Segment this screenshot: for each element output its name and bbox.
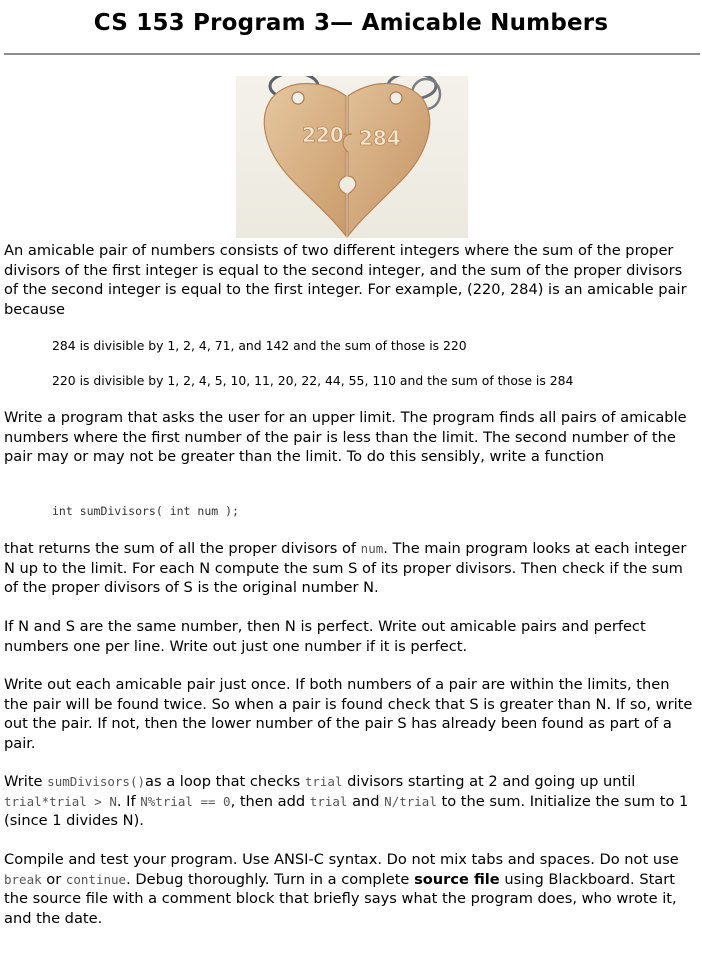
function-declaration: int sumDivisors( int num );: [52, 504, 239, 518]
text-run: using Blackboard. Start the source file with a comment block that briefly says what the program does, who wrote it, and the date.: [4, 870, 677, 927]
text-run: , then add: [230, 792, 310, 810]
code-trial-2: trial: [309, 793, 348, 809]
heart-number-left: 220: [302, 123, 344, 147]
write-once-paragraph: Write out each amicable pair just once. If both numbers of a pair are within the limits, then the pair will be found twice. So when a pair is found check that S is greater than N. If so, write out the pair. If not, then the lower number of the pair S has already been found as part of a pair.: [4, 676, 693, 752]
code-continue: continue: [65, 871, 127, 887]
task-paragraph: Write a program that asks the user for an upper limit. The program finds all pairs of amicable numbers where the first number of the pair is less than the limit. The second number of the pair may or may not be greater than the limit. To do this sensibly, write a function: [4, 409, 687, 465]
example-220: 220 is divisible by 1, 2, 4, 5, 10, 11, 20, 22, 44, 55, 110 and the sum of those is 284: [52, 373, 574, 388]
code-break: break: [4, 871, 42, 887]
amicable-heart-image: [236, 76, 468, 238]
code-sumdivisors: sumDivisors(): [47, 774, 146, 789]
code-trial-squared: trial*trial > N: [4, 793, 117, 809]
loop-paragraph: [4, 772, 698, 831]
text-run: and: [347, 792, 385, 810]
text-run: that returns the sum of all the proper divisors of: [4, 540, 361, 557]
text-run: Write: [4, 773, 48, 790]
text-run: to the sum. Initialize the sum to 1 (since 1 divides N).: [4, 792, 689, 829]
text-run: Compile and test your program. Use ANSI-C syntax. Do not mix tabs and spaces. Do not use: [4, 851, 679, 868]
title-divider: [4, 53, 700, 55]
function-description-paragraph: [4, 539, 698, 598]
text-run: . Debug thoroughly. Turn in a complete: [126, 870, 415, 888]
code-trial: trial: [304, 774, 343, 789]
heart-number-right: 284: [359, 126, 401, 150]
source-file-bold: source file: [414, 870, 500, 888]
code-num: num: [360, 541, 384, 556]
submission-paragraph: [4, 850, 698, 928]
text-run: divisors starting at 2 and going up until: [342, 773, 636, 790]
code-n-div-trial: N/trial: [384, 793, 437, 809]
page-title: CS 153 Program 3— Amicable Numbers: [93, 10, 609, 36]
text-run: as a loop that checks: [145, 773, 305, 790]
text-run: . The main program looks at each integer N up to the limit. For each N compute the sum S of its proper divisors. Then check if the sum of the proper divisors of S is the original number N.: [4, 540, 687, 596]
text-run: . If: [116, 792, 141, 810]
example-284: 284 is divisible by 1, 2, 4, 71, and 142 and the sum of those is 220: [52, 338, 467, 353]
intro-paragraph: An amicable pair of numbers consists of two different integers where the sum of the proper divisors of the first integer is equal to the second integer, and the sum of the proper divisors of the second integer is equal to the first integer. For example, (220, 284) is an amicable pair because: [4, 242, 687, 318]
code-modulo: N%trial == 0: [140, 793, 231, 809]
text-run: or: [41, 870, 66, 888]
perfect-paragraph: If N and S are the same number, then N is perfect. Write out amicable pairs and perfect numbers one per line. Write out just one number if it is perfect.: [4, 618, 646, 655]
